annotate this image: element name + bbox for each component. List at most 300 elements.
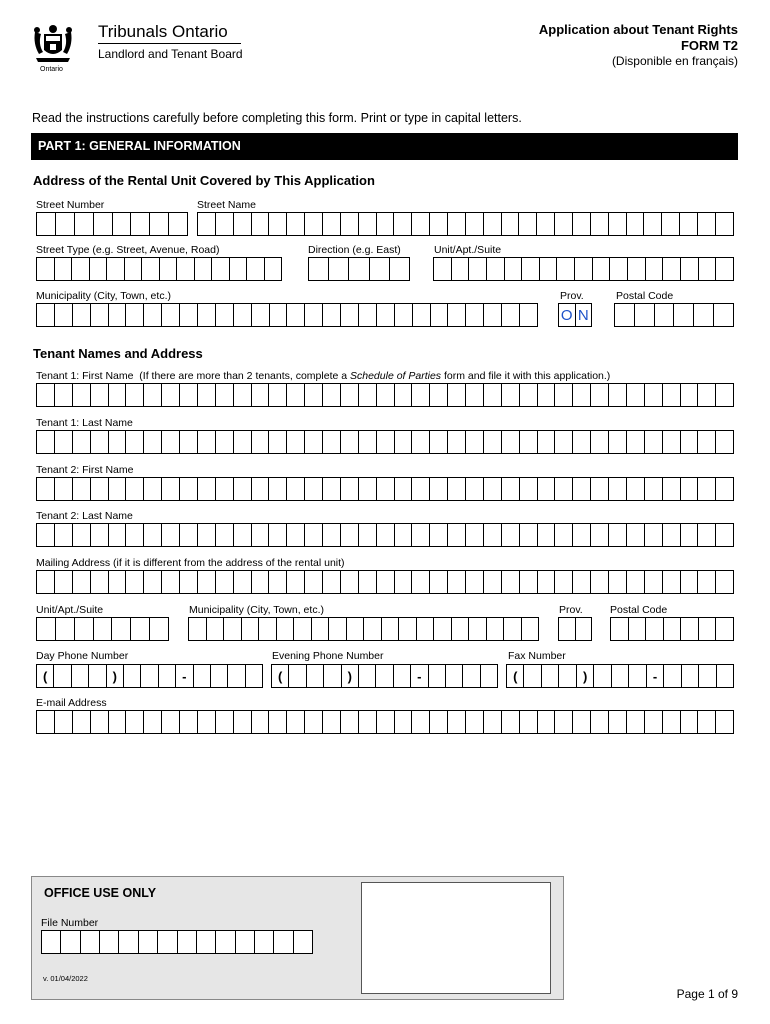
email-field[interactable]	[36, 710, 734, 734]
char-cell	[466, 304, 484, 326]
municipality-field[interactable]	[36, 303, 538, 327]
form-title: Application about Tenant Rights	[538, 22, 738, 37]
char-cell	[412, 571, 430, 593]
char-cell	[234, 213, 252, 235]
char-cell	[180, 478, 198, 500]
char-cell	[376, 665, 393, 687]
char-cell	[629, 665, 646, 687]
char-cell	[144, 384, 162, 406]
char-cell	[234, 384, 252, 406]
char-cell	[395, 304, 413, 326]
char-cell	[75, 213, 94, 235]
char-cell	[189, 618, 207, 640]
char-cell	[287, 524, 305, 546]
char-cell	[394, 213, 412, 235]
char-cell	[211, 665, 228, 687]
char-cell	[681, 384, 699, 406]
char-cell	[698, 571, 716, 593]
tenant1-last-name-field[interactable]	[36, 430, 734, 454]
street-type-field[interactable]	[36, 257, 282, 281]
char-cell	[323, 213, 341, 235]
char-cell	[160, 258, 178, 280]
office-use-panel	[31, 876, 564, 1000]
char-cell	[487, 258, 505, 280]
char-cell	[126, 384, 144, 406]
phone-dash-symbol: -	[647, 665, 664, 687]
postal-field[interactable]	[614, 303, 734, 327]
char-cell	[681, 524, 699, 546]
tenant1-first-name-field[interactable]	[36, 383, 734, 407]
char-cell	[448, 524, 466, 546]
char-cell	[412, 478, 430, 500]
char-cell	[448, 384, 466, 406]
char-cell	[612, 665, 629, 687]
char-cell	[216, 384, 234, 406]
char-cell	[228, 665, 245, 687]
char-cell	[131, 618, 150, 640]
char-cell	[377, 384, 395, 406]
char-cell	[109, 304, 127, 326]
email-label: E-mail Address	[36, 697, 107, 709]
char-cell	[150, 618, 168, 640]
char-cell	[305, 524, 323, 546]
char-cell	[399, 618, 417, 640]
char-cell	[72, 665, 89, 687]
char-cell	[252, 384, 270, 406]
char-cell	[359, 711, 377, 733]
char-cell	[555, 431, 573, 453]
char-cell	[611, 618, 629, 640]
char-cell	[309, 258, 329, 280]
char-cell	[37, 384, 55, 406]
char-cell	[287, 213, 305, 235]
org-name: Tribunals Ontario	[98, 22, 228, 41]
char-cell	[520, 431, 538, 453]
char-cell	[252, 524, 270, 546]
char-cell	[555, 213, 573, 235]
char-cell	[236, 931, 255, 953]
char-cell	[159, 665, 176, 687]
char-cell	[699, 665, 716, 687]
char-cell	[269, 213, 287, 235]
char-cell	[323, 304, 341, 326]
char-cell	[417, 618, 435, 640]
char-cell	[126, 571, 144, 593]
prov-field[interactable]	[558, 303, 592, 327]
char-cell	[113, 213, 132, 235]
char-cell	[430, 711, 448, 733]
char-cell	[162, 571, 180, 593]
char-cell	[466, 524, 484, 546]
char-cell	[269, 478, 287, 500]
char-cell	[305, 571, 323, 593]
char-cell	[234, 431, 252, 453]
char-cell	[216, 213, 234, 235]
char-cell	[716, 384, 733, 406]
char-cell	[55, 258, 73, 280]
char-cell	[609, 524, 627, 546]
char-cell	[591, 711, 609, 733]
schedule-of-parties-text: Schedule of Parties	[350, 370, 442, 382]
char-cell	[73, 384, 91, 406]
char-cell	[412, 213, 430, 235]
char-cell	[505, 258, 523, 280]
char-cell	[390, 258, 409, 280]
char-cell	[609, 384, 627, 406]
char-cell	[716, 431, 733, 453]
org-divider	[98, 43, 241, 44]
char-cell	[699, 618, 717, 640]
char-cell	[646, 258, 664, 280]
char-cell	[73, 304, 91, 326]
char-cell	[252, 478, 270, 500]
char-cell	[430, 431, 448, 453]
ontario-logo	[30, 20, 76, 72]
char-cell	[73, 571, 91, 593]
char-cell	[94, 213, 113, 235]
char-cell	[37, 524, 55, 546]
char-cell	[466, 571, 484, 593]
evening-phone-label: Evening Phone Number	[272, 650, 384, 662]
page-number: Page 1 of 9	[676, 987, 738, 1001]
form-code: FORM T2	[680, 38, 738, 53]
char-cell	[448, 478, 466, 500]
char-cell	[575, 258, 593, 280]
char-cell	[412, 524, 430, 546]
char-cell	[627, 384, 645, 406]
char-cell	[359, 304, 377, 326]
char-cell	[72, 258, 90, 280]
char-cell	[538, 478, 556, 500]
evening-phone-field[interactable]	[271, 664, 498, 688]
char-cell	[594, 665, 611, 687]
char-cell	[681, 478, 699, 500]
char-cell	[312, 618, 330, 640]
char-cell	[252, 571, 270, 593]
char-cell	[610, 258, 628, 280]
char-cell	[680, 213, 698, 235]
char-cell	[359, 431, 377, 453]
char-cell	[73, 478, 91, 500]
char-cell	[481, 665, 497, 687]
char-cell	[502, 478, 520, 500]
char-cell	[542, 665, 559, 687]
char-cell	[216, 931, 235, 953]
char-cell	[341, 384, 359, 406]
char-cell	[502, 524, 520, 546]
char-cell	[61, 931, 80, 953]
char-cell	[144, 431, 162, 453]
ontario-coat-of-arms-icon	[30, 20, 76, 66]
char-cell	[198, 304, 216, 326]
char-cell	[466, 384, 484, 406]
char-cell	[91, 524, 109, 546]
char-cell	[287, 384, 305, 406]
char-cell	[162, 384, 180, 406]
phone-close-symbol: )	[577, 665, 594, 687]
instructions: Read the instructions carefully before completing this form. Print or type in capital letters.	[32, 111, 522, 125]
char-cell	[126, 711, 144, 733]
street-name-label: Street Name	[197, 199, 256, 211]
file-number-label: File Number	[41, 917, 99, 929]
street-number-field[interactable]	[36, 212, 188, 236]
char-cell	[434, 258, 452, 280]
phone-open-symbol: (	[37, 665, 54, 687]
char-cell	[559, 665, 576, 687]
char-cell	[591, 213, 609, 235]
char-cell	[412, 431, 430, 453]
char-cell	[55, 711, 73, 733]
fax-label: Fax Number	[508, 650, 566, 662]
char-cell	[287, 304, 305, 326]
char-cell	[466, 478, 484, 500]
char-cell	[55, 304, 73, 326]
char-cell	[694, 304, 714, 326]
tenant2-first-name-field[interactable]	[36, 477, 734, 501]
char-cell	[162, 431, 180, 453]
char-cell	[294, 618, 312, 640]
unit-field[interactable]	[433, 257, 734, 281]
street-name-field[interactable]	[197, 212, 734, 236]
char-cell	[252, 304, 270, 326]
char-cell	[323, 524, 341, 546]
char-cell	[627, 711, 645, 733]
char-cell	[412, 711, 430, 733]
char-cell	[522, 258, 540, 280]
char-cell	[37, 571, 55, 593]
unit-label: Unit/Apt./Suite	[434, 244, 502, 256]
char-cell	[502, 711, 520, 733]
char-cell	[359, 478, 377, 500]
char-cell	[430, 571, 448, 593]
char-cell	[294, 931, 312, 953]
char-cell	[252, 711, 270, 733]
char-cell	[144, 478, 162, 500]
char-cell	[448, 571, 466, 593]
char-cell	[305, 711, 323, 733]
char-cell	[609, 571, 627, 593]
fax-field[interactable]	[506, 664, 734, 688]
char-cell	[180, 571, 198, 593]
char-cell	[377, 304, 395, 326]
char-cell	[139, 931, 158, 953]
phone-close-symbol: )	[107, 665, 124, 687]
char-cell	[524, 665, 541, 687]
char-cell	[91, 711, 109, 733]
char-cell	[37, 478, 55, 500]
char-cell	[359, 571, 377, 593]
part1-title: PART 1: GENERAL INFORMATION	[38, 139, 241, 153]
char-cell	[412, 384, 430, 406]
char-cell	[37, 431, 55, 453]
char-cell	[55, 431, 73, 453]
char-cell	[119, 931, 138, 953]
char-cell	[305, 384, 323, 406]
char-cell	[627, 431, 645, 453]
char-cell	[663, 384, 681, 406]
char-cell	[162, 711, 180, 733]
char-cell	[663, 478, 681, 500]
mailing-address-field[interactable]	[36, 570, 734, 594]
char-cell	[169, 213, 187, 235]
char-cell	[645, 711, 663, 733]
direction-field[interactable]	[308, 257, 410, 281]
char-cell	[323, 384, 341, 406]
char-cell	[716, 213, 733, 235]
char-cell	[555, 571, 573, 593]
char-cell	[198, 571, 216, 593]
char-cell	[323, 431, 341, 453]
char-cell	[195, 258, 213, 280]
char-cell	[89, 665, 106, 687]
char-cell	[538, 711, 556, 733]
char-cell	[216, 524, 234, 546]
char-cell	[162, 478, 180, 500]
char-cell	[359, 213, 377, 235]
char-cell	[55, 384, 73, 406]
form-version: v. 01/04/2022	[43, 974, 88, 983]
prov-letter-1: O	[559, 304, 576, 326]
char-cell	[573, 711, 591, 733]
char-cell	[109, 384, 127, 406]
char-cell	[502, 213, 520, 235]
char-cell	[230, 258, 248, 280]
char-cell	[573, 431, 591, 453]
char-cell	[198, 384, 216, 406]
char-cell	[73, 524, 91, 546]
char-cell	[395, 431, 413, 453]
char-cell	[716, 711, 733, 733]
char-cell	[446, 665, 463, 687]
char-cell	[627, 571, 645, 593]
tenant2-last-name-field[interactable]	[36, 523, 734, 547]
char-cell	[664, 665, 681, 687]
char-cell	[242, 618, 260, 640]
char-cell	[716, 478, 733, 500]
char-cell	[287, 571, 305, 593]
char-cell	[287, 478, 305, 500]
char-cell	[252, 431, 270, 453]
mail-unit-field[interactable]	[36, 617, 169, 641]
char-cell	[519, 213, 537, 235]
char-cell	[484, 304, 502, 326]
char-cell	[484, 478, 502, 500]
day-phone-field[interactable]	[36, 664, 263, 688]
char-cell	[158, 931, 177, 953]
char-cell	[682, 665, 699, 687]
char-cell	[699, 258, 717, 280]
char-cell	[207, 618, 225, 640]
char-cell	[216, 304, 234, 326]
char-cell	[109, 711, 127, 733]
char-cell	[216, 571, 234, 593]
char-cell	[216, 478, 234, 500]
char-cell	[305, 431, 323, 453]
char-cell	[698, 213, 716, 235]
char-cell	[484, 571, 502, 593]
char-cell	[663, 571, 681, 593]
char-cell	[484, 524, 502, 546]
char-cell	[91, 304, 109, 326]
char-cell	[429, 665, 446, 687]
char-cell	[484, 431, 502, 453]
char-cell	[395, 711, 413, 733]
file-number-field[interactable]	[41, 930, 313, 954]
mail-prov-field[interactable]	[558, 617, 592, 641]
tenant1-last-label: Tenant 1: Last Name	[36, 417, 133, 429]
char-cell	[55, 571, 73, 593]
char-cell	[109, 571, 127, 593]
char-cell	[593, 258, 611, 280]
char-cell	[469, 618, 487, 640]
char-cell	[466, 431, 484, 453]
char-cell	[126, 431, 144, 453]
char-cell	[645, 571, 663, 593]
char-cell	[591, 431, 609, 453]
char-cell	[94, 618, 113, 640]
mail-postal-field[interactable]	[610, 617, 734, 641]
char-cell	[307, 665, 324, 687]
char-cell	[274, 931, 293, 953]
char-cell	[434, 618, 452, 640]
char-cell	[609, 431, 627, 453]
char-cell	[663, 524, 681, 546]
char-cell	[341, 304, 359, 326]
char-cell	[431, 304, 449, 326]
org-subname: Landlord and Tenant Board	[98, 47, 243, 61]
char-cell	[142, 258, 160, 280]
char-cell	[520, 524, 538, 546]
char-cell	[144, 711, 162, 733]
char-cell	[469, 258, 487, 280]
char-cell	[305, 304, 323, 326]
char-cell	[198, 524, 216, 546]
char-cell	[341, 524, 359, 546]
char-cell	[645, 431, 663, 453]
char-cell	[341, 478, 359, 500]
char-cell	[591, 524, 609, 546]
char-cell	[180, 711, 198, 733]
char-cell	[487, 618, 505, 640]
char-cell	[430, 524, 448, 546]
char-cell	[42, 931, 61, 953]
char-cell	[557, 258, 575, 280]
phone-dash-symbol: -	[176, 665, 193, 687]
char-cell	[359, 524, 377, 546]
mail-municipality-field[interactable]	[188, 617, 539, 641]
char-cell	[377, 213, 395, 235]
phone-open-symbol: (	[272, 665, 289, 687]
char-cell	[674, 304, 694, 326]
char-cell	[224, 618, 242, 640]
char-cell	[538, 384, 556, 406]
char-cell	[430, 384, 448, 406]
char-cell	[382, 618, 400, 640]
char-cell	[109, 431, 127, 453]
char-cell	[198, 478, 216, 500]
char-cell	[377, 571, 395, 593]
char-cell	[255, 931, 274, 953]
street-number-label: Street Number	[36, 199, 105, 211]
char-cell	[329, 258, 349, 280]
char-cell	[341, 711, 359, 733]
char-cell	[645, 478, 663, 500]
char-cell	[341, 431, 359, 453]
char-cell	[484, 711, 502, 733]
char-cell	[681, 258, 699, 280]
char-cell	[555, 524, 573, 546]
char-cell	[90, 258, 108, 280]
